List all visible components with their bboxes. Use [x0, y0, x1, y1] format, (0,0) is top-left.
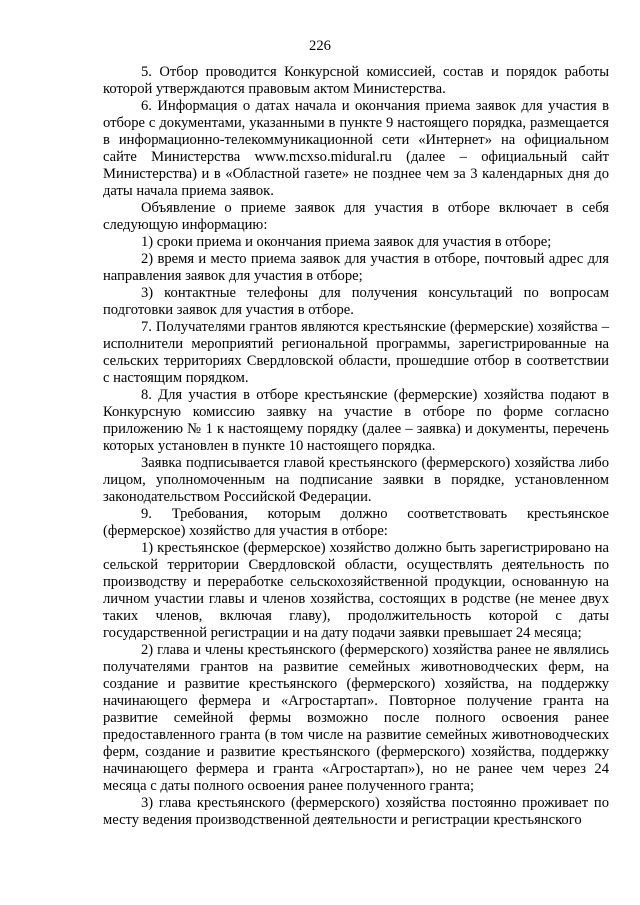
requirement-item-2: 2) глава и члены крестьянского (фермерского) хозяйства ранее не являлись получателями грантов на развитие семейных животноводческих ферм, на создание и развитие крестьянского (фермерского) хозяйства, на поддержку начинающего фермера и «Агростартап». Повторное получение гранта на развитие семейной фермы возможно после полного освоения ранее предоставленного гранта (в том числе на развитие семейных животноводческих ферм, создание и развитие крестьянского (фермерского) хозяйства, поддержку начинающего фермера и гранта «Агростартап»), но не ранее чем через 24 месяца с даты полного освоения ранее полученного гранта; — [103, 642, 609, 794]
requirement-item-3: 3) глава крестьянского (фермерского) хозяйства постоянно проживает по месту ведения производственной деятельности и регистрации крестьянского — [103, 795, 609, 828]
requirement-item-1: 1) крестьянское (фермерское) хозяйство должно быть зарегистрировано на сельской территории Свердловской области, осуществлять деятельность по производству и переработке сельскохозяйственной продукции, основанную на личном участии главы и членов хозяйства, состоящих в родстве (не менее двух таких членов, включая главу), продолжительность которой с даты государственной регистрации и на дату подачи заявки превышает 24 месяца; — [103, 540, 609, 641]
list-item-contact-phones: 3) контактные телефоны для получения консультаций по вопросам подготовки заявок для участия в отборе. — [103, 285, 609, 318]
paragraph-announcement-contents: Объявление о приеме заявок для участия в отборе включает в себя следующую информацию: — [103, 200, 609, 233]
paragraph-application-signing: Заявка подписывается главой крестьянского (фермерского) хозяйства либо лицом, уполномоченным на подписание заявки в порядке, установленном законодательством Российской Федерации. — [103, 455, 609, 505]
list-item-deadlines: 1) сроки приема и окончания приема заявок для участия в отборе; — [141, 234, 552, 250]
paragraph-8-participation: 8. Для участия в отборе крестьянские (фермерские) хозяйства подают в Конкурсную комиссию заявку на участие в отборе по форме согласно приложению № 1 к настоящему порядку (далее – заявка) и документы, перечень которых установлен в пункте 10 настоящего порядка. — [103, 387, 609, 454]
page-number: 226 — [309, 38, 331, 54]
list-item-time-and-place: 2) время и место приема заявок для участия в отборе, почтовый адрес для направления заявок для участия в отборе; — [103, 251, 609, 284]
document-body — [103, 64, 609, 829]
paragraph-9-requirements: 9. Требования, которым должно соответствовать крестьянское (фермерское) хозяйство для участия в отборе: — [103, 506, 609, 539]
paragraph-7-grant-recipients: 7. Получателями грантов являются крестьянские (фермерские) хозяйства – исполнители мероприятий региональной программы, зарегистрированные на сельских территориях Свердловской области, прошедшие отбор в соответствии с настоящим порядком. — [103, 319, 609, 386]
paragraph-5-selection-commission: 5. Отбор проводится Конкурсной комиссией, состав и порядок работы которой утверждаются правовым актом Министерства. — [103, 64, 609, 97]
paragraph-6-application-info: 6. Информация о датах начала и окончания приема заявок для участия в отборе с документами, указанными в пункте 9 настоящего порядка, размещается в информационно-телекоммуникационной сети «Интернет» на официальном сайте Министерства www.mcxso.midural.ru (далее – официальный сайт Министерства) и в «Областной газете» не позднее чем за 3 календарных дня до даты начала приема заявок. — [103, 98, 609, 199]
